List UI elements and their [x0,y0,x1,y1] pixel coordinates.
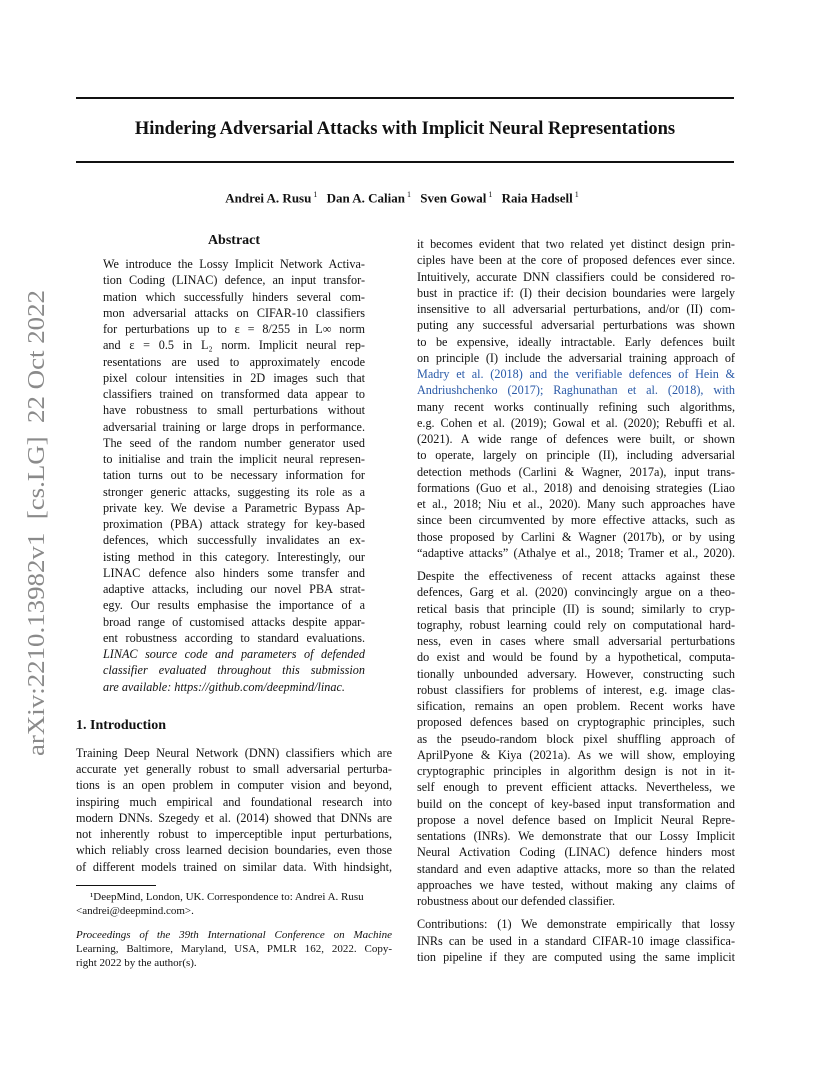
citation-line[interactable]: e.g. Cohen et al. (2019); Gowal et al. (2020); Rebuffi et al. [417,415,735,430]
paragraph-design-principles [417,236,735,561]
author-name: Raia Hadsell [501,190,573,206]
intro-line: Training Deep Neural Network (DNN) classifiers which are [76,745,392,760]
abstract-line: egy. Our results emphasise the importance of a [103,598,365,613]
author-affiliation-mark: 1 [313,190,318,199]
abstract-line: LINAC source code and parameters of defended [103,647,365,661]
body-line: do exist and would be found by a hypothetical, computa- [417,650,735,665]
body-line: robust classifiers for problems of interest, e.g. image clas- [417,682,735,697]
abstract-line: proximation (PBA) attack strategy for key-based [103,517,365,531]
abstract-line: We introduce the Lossy Implicit Network Activa- [103,257,365,271]
body-line: propose a novel defence based on Implicit Neural Repre- [417,812,735,827]
body-line: many recent works continually refining such algorithms, [417,399,735,414]
arxiv-identifier-stamp [16,290,52,756]
body-line: since been circumvented by more effective attacks, such as [417,513,735,528]
citation-line[interactable]: detection methods (Carlini & Wagner, 2017a), input trans- [417,464,735,479]
arxiv-id-text: arXiv:2210.13982v1 [cs.LG] 22 Oct 2022 [23,331,50,756]
introduction-body [76,745,392,875]
footnote-line: Learning, Baltimore, Maryland, USA, PMLR 162, 2022. Copy- [76,942,392,955]
body-line: ciples have been at the core of proposed defences ever since. [417,253,735,268]
body-line: Intuitively, accurate DNN classifiers could be considered ro- [417,269,735,284]
title-bottom-rule [76,161,734,163]
intro-line: accurate yet generally robust to small adversarial perturba- [76,762,392,776]
abstract-line: stronger generic attacks, suggesting its role as a [103,484,365,499]
top-rule [76,97,734,99]
author-affiliation-mark: 1 [574,190,579,199]
author-name: Sven Gowal [420,190,487,206]
abstract-line: adaptive attacks, including our novel PBA strat- [103,582,365,596]
abstract-heading: Abstract [207,233,261,248]
body-line: self enough to prevent efficient attacks. Nevertheless, we [417,780,735,795]
abstract-line: mation which successfully hinders several com- [103,289,365,304]
proceedings-footnote [76,928,392,970]
body-line: Despite the effectiveness of recent attacks against these [417,569,735,583]
abstract-line: for perturbations up to ε = 8/255 in L∞ norm [103,322,365,336]
citation-line[interactable]: defences, Garg et al. (2020) convincingly argue on a theo- [417,585,735,600]
footnote-line: <andrei@deepmind.com>. [76,904,194,917]
abstract-line: The seed of the random number generator used [103,435,365,450]
body-line: retical basis that principle (II) is sound; similarly to cryp- [417,601,735,616]
left-column [76,232,392,970]
body-line: Neural Activation Coding (LINAC) defence hinders most [417,845,735,860]
abstract-line: LINAC defence also hinders some transfer and [103,565,365,580]
abstract-line: ent robustness according to standard evaluations. [103,630,365,645]
abstract-line: mon adversarial attacks on CIFAR-10 classifiers [103,305,365,320]
section-heading-introduction: 1. Introduction [76,717,166,733]
right-column [417,236,735,965]
citation-line[interactable]: Madry et al. (2018) and the verifiable defences of Hein & [417,367,735,381]
paragraph-contributions [417,916,735,965]
author-affiliation-mark: 1 [488,190,493,199]
body-line: puting any successful adversarial perturbations was shown [417,318,735,333]
body-line: cryptographic principles in algorithm design is not in it- [417,764,735,778]
body-line: tion pipeline if they are computed using the same implicit [417,949,735,964]
body-line: tionally unbounded adversary. However, constructing such [417,666,735,681]
author-name: Andrei A. Rusu [225,190,312,206]
body-line: (2021). A wide range of defences were built, or shown [417,432,735,446]
footnote-line: Proceedings of the 39th International Conference on Machine [76,928,392,941]
abstract-line: defences, which successfully invalidates an ex- [103,533,365,548]
abstract-body [76,256,392,695]
body-line: sentations (INRs). We demonstrate that our Lossy Implicit [417,829,735,843]
abstract-line: broad range of customised attacks despite appar- [103,614,365,629]
citation-line[interactable]: et al., 2018; Niu et al., 2020). Many such approaches have [417,497,735,511]
body-line: ness, even in cases where small adversarial perturbations [417,634,735,648]
abstract-line: classifiers trained on transformed data appear to [103,387,365,401]
abstract-line: adversarial training or large drops in performance. [103,419,365,434]
abstract-line: tion Coding (LINAC) defence, an input transfor- [103,273,365,288]
abstract-line: isting method in this category. Interestingly, our [103,549,365,564]
abstract-line: have robustness to small perturbations without [103,403,365,418]
body-line: Contributions: (1) We demonstrate empirically that lossy [417,917,735,932]
citation-line[interactable]: those proposed by Carlini & Wagner (2017b), or by using [417,529,735,544]
intro-line: modern DNNs. Szegedy et al. (2014) showed that DNNs are [76,810,392,825]
body-line: standard and even adaptive attacks, more so than the related [417,861,735,876]
body-line: build on the concept of key-based input transformation and [417,796,735,811]
body-line: sification, remains an open problem. Recent works have [417,699,735,713]
body-line: on principle (I) include the adversarial training approach of [417,350,735,365]
body-line: proposed defences based on cryptographic principles, such [417,715,735,730]
body-line: bust in practice if: (I) their decision boundaries were largely [417,285,735,300]
body-line: approaches we have tested, without making any claims of [417,877,735,892]
citation-line[interactable]: AprilPyone & Kiya (2021a). As we will show, employing [417,747,735,762]
body-line: robustness about our defended classifier. [417,894,615,908]
abstract-line: and ε = 0.5 in L₂ norm. Implicit neural rep- [103,338,365,353]
body-line: INRs can be used in a standard CIFAR-10 image classifica- [417,933,735,948]
intro-line: not inherently robust to imperceptible input perturbations, [76,827,392,841]
citation-line[interactable]: “adaptive attacks” (Athalye et al., 2018; Tramer et al., 2020). [417,545,735,560]
author-list [76,190,734,206]
intro-line: which reliably cross learned decision boundaries, even those [76,843,392,858]
intro-line: of different models trained on similar data. With hindsight, [76,859,392,874]
abstract-line: classifier evaluated throughout this submission [103,663,365,678]
abstract-line: tation turns out to be necessary information for [103,468,365,483]
body-line: tography, robust learning could rely on computational hard- [417,617,735,632]
abstract-line: private key. We devise a Parametric Bypass Ap- [103,500,365,515]
citation-line[interactable]: Andriushchenko (2017); Raghunathan et al. (2018), with [417,383,735,398]
abstract-line: to initialise and train the implicit neural represen- [103,452,365,466]
abstract-code-link-line[interactable]: are available: https://github.com/deepmind/linac. [103,679,345,694]
abstract-line: resentations are used to approximately encode [103,354,365,369]
paragraph-cryptographic-principles [417,568,735,909]
affiliation-footnote [76,890,392,918]
author-name: Dan A. Calian [326,190,405,206]
intro-line: tions is an open problem in computer vision and beyond, [76,778,392,793]
body-line: to operate, largely on principle (II), including adversarial [417,448,735,463]
citation-line[interactable]: formations (Guo et al., 2018) and denoising strategies (Liao [417,480,735,495]
author-affiliation-mark: 1 [406,190,411,199]
paper-title: Hindering Adversarial Attacks with Implicit Neural Representations [134,119,676,139]
body-line: it becomes evident that two related yet distinct design prin- [417,237,735,251]
footnote-line: right 2022 by the author(s). [76,956,197,969]
abstract-line: pixel colour intensities in 2D images such that [103,370,365,385]
body-line: to be expensive, ideally intractable. Early defences built [417,334,735,349]
footnote-rule [76,885,156,886]
body-line: insensitive to all adversarial perturbations, and/or (II) com- [417,302,735,316]
footnote-line: ¹DeepMind, London, UK. Correspondence to: Andrei A. Rusu [90,890,364,903]
intro-line: inspiring much empirical and foundational research into [76,794,392,809]
body-line: as the pseudo-random block pixel shuffling approach of [417,731,735,746]
